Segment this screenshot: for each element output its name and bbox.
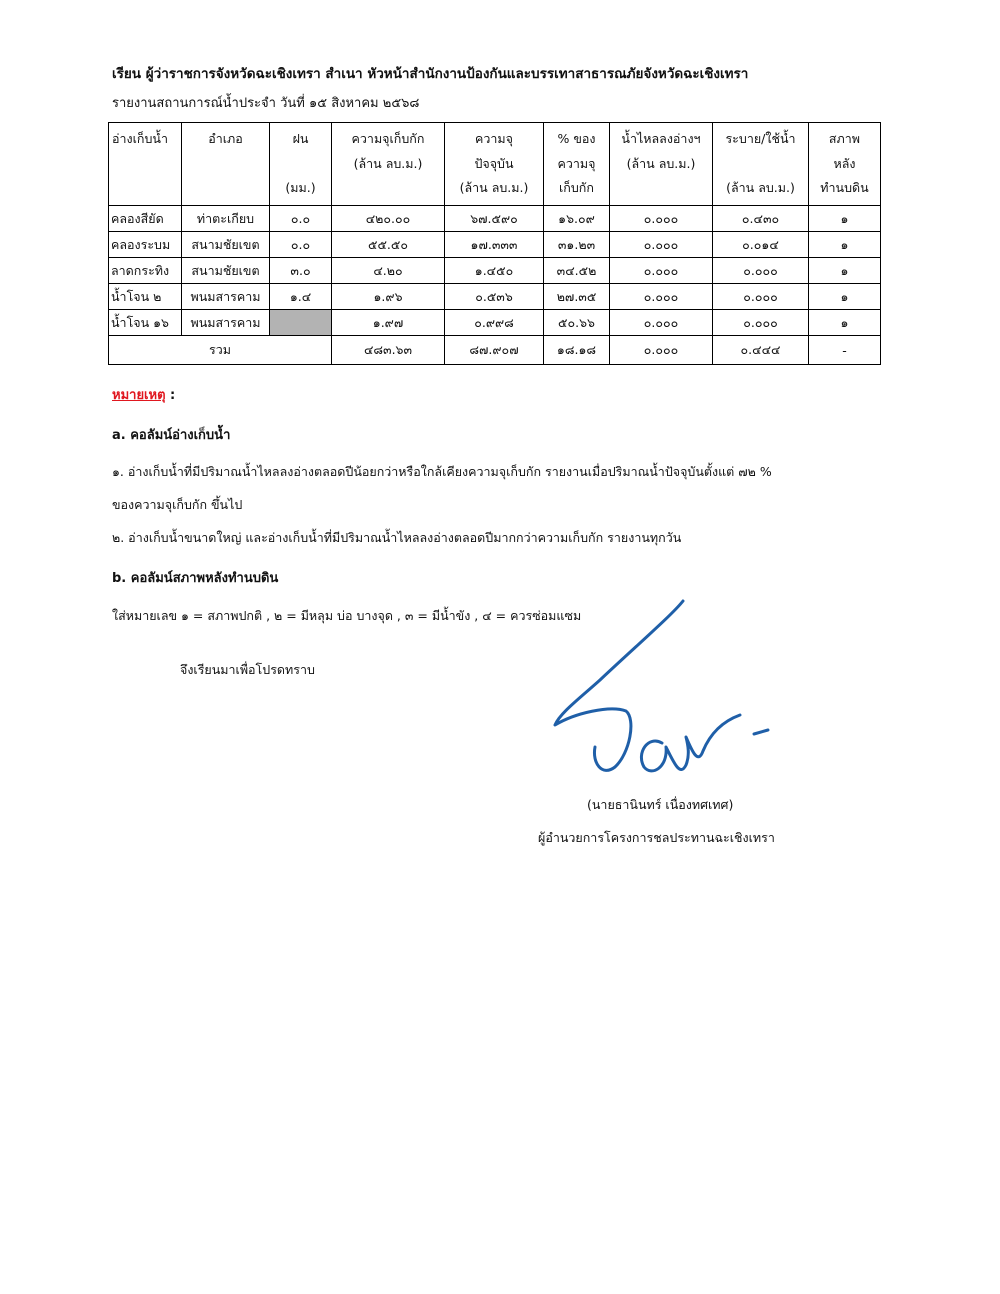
total-label: รวม — [109, 336, 332, 365]
total-current-volume: ๘๗.๙๐๗ — [445, 336, 544, 365]
notes-heading — [112, 384, 175, 405]
total-percent: ๑๘.๑๘ — [544, 336, 610, 365]
cell-capacity: ๕๕.๕๐ — [332, 232, 445, 258]
col-header-district: อำเภอ — [182, 123, 270, 206]
cell-current-volume: ๖๗.๕๙๐ — [445, 206, 544, 232]
col-header-inflow: น้ำไหลลงอ่างฯ (ล้าน ลบ.ม.) — [610, 123, 713, 206]
signer-position: ผู้อำนวยการโครงการชลประทานฉะเชิงเทรา — [538, 830, 775, 845]
cell-rain: ๐.๐ — [270, 206, 332, 232]
cell-dam-condition: ๑ — [809, 310, 881, 336]
cell-outflow: ๐.๐๑๔ — [713, 232, 809, 258]
col-header-outflow: ระบาย/ใช้น้ำ (ล้าน ลบ.ม.) — [713, 123, 809, 206]
total-inflow: ๐.๐๐๐ — [610, 336, 713, 365]
cell-capacity: ๑.๙๖ — [332, 284, 445, 310]
cell-current-volume: ๑.๔๕๐ — [445, 258, 544, 284]
table-total-row — [109, 336, 881, 365]
cell-dam-condition: ๑ — [809, 258, 881, 284]
total-capacity: ๔๘๓.๖๓ — [332, 336, 445, 365]
note-a1-line2: ของความจุเก็บกัก ขึ้นไป — [112, 497, 243, 512]
cell-capacity: ๑.๙๗ — [332, 310, 445, 336]
cell-district: พนมสารคาม — [182, 310, 270, 336]
notes-heading-label: หมายเหตุ — [112, 388, 166, 403]
table-row — [109, 232, 881, 258]
cell-dam-condition: ๑ — [809, 206, 881, 232]
cell-rain: ๑.๔ — [270, 284, 332, 310]
cell-capacity: ๔.๒๐ — [332, 258, 445, 284]
cell-percent: ๓๔.๕๒ — [544, 258, 610, 284]
note-b-legend: ใส่หมายเลข ๑ = สภาพปกติ , ๒ = มีหลุม บ่อ บางจุด , ๓ = มีน้ำขัง , ๔ = ควรซ่อมแซม — [112, 608, 582, 623]
table-row — [109, 258, 881, 284]
cell-capacity: ๔๒๐.๐๐ — [332, 206, 445, 232]
cell-inflow: ๐.๐๐๐ — [610, 206, 713, 232]
signer-name: (นายธานินทร์ เนื่องทศเทศ) — [587, 797, 734, 812]
report-date-line: รายงานสถานการณ์น้ำประจำ วันที่ ๑๕ สิงหาคม ๒๕๖๘ — [112, 96, 420, 111]
col-header-capacity: ความจุเก็บกัก (ล้าน ลบ.ม.) — [332, 123, 445, 206]
table-row — [109, 206, 881, 232]
cell-district: ท่าตะเกียบ — [182, 206, 270, 232]
cell-current-volume: ๐.๙๙๘ — [445, 310, 544, 336]
cell-current-volume: ๑๗.๓๓๓ — [445, 232, 544, 258]
cell-dam-condition: ๑ — [809, 232, 881, 258]
cell-reservoir: คลองสียัด — [109, 206, 182, 232]
notes-heading-colon: : — [165, 388, 176, 403]
section-b-title: b. คอลัมน์สภาพหลังทำนบดิน — [112, 571, 279, 586]
cell-reservoir: น้ำโจน ๒ — [109, 284, 182, 310]
cell-reservoir: ลาดกระทิง — [109, 258, 182, 284]
letter-recipient: เรียน ผู้ว่าราชการจังหวัดฉะเชิงเทรา สำเนา หัวหน้าสำนักงานป้องกันและบรรเทาสาธารณภัยจังหวัดฉะเชิงเทรา — [112, 66, 749, 82]
cell-dam-condition: ๑ — [809, 284, 881, 310]
table-row — [109, 310, 881, 336]
cell-district: สนามชัยเขต — [182, 232, 270, 258]
total-outflow: ๐.๔๔๔ — [713, 336, 809, 365]
cell-outflow: ๐.๐๐๐ — [713, 258, 809, 284]
note-a1-line1: ๑. อ่างเก็บน้ำที่มีปริมาณน้ำไหลลงอ่างตลอดปีน้อยกว่าหรือใกล้เคียงความจุเก็บกัก รายงานเมื่อปริมาณน้ำปัจจุบันตั้งแต่ ๗๒ % — [112, 464, 772, 479]
col-header-reservoir: อ่างเก็บน้ำ — [109, 123, 182, 206]
cell-percent: ๕๐.๖๖ — [544, 310, 610, 336]
total-dam-condition: - — [809, 336, 881, 365]
cell-district: สนามชัยเขต — [182, 258, 270, 284]
cell-outflow: ๐.๐๐๐ — [713, 310, 809, 336]
table-header-row — [109, 123, 881, 206]
cell-district: พนมสารคาม — [182, 284, 270, 310]
cell-reservoir: น้ำโจน ๑๖ — [109, 310, 182, 336]
cell-percent: ๓๑.๒๓ — [544, 232, 610, 258]
cell-reservoir: คลองระบม — [109, 232, 182, 258]
cell-current-volume: ๐.๕๓๖ — [445, 284, 544, 310]
cell-outflow: ๐.๐๐๐ — [713, 284, 809, 310]
section-a-title: a. คอลัมน์อ่างเก็บน้ำ — [112, 428, 231, 443]
cell-rain: ๐.๐ — [270, 232, 332, 258]
col-header-rain: ฝน (มม.) — [270, 123, 332, 206]
cell-outflow: ๐.๔๓๐ — [713, 206, 809, 232]
handwritten-signature — [540, 595, 790, 790]
reservoir-table — [108, 122, 881, 365]
cell-inflow: ๐.๐๐๐ — [610, 258, 713, 284]
col-header-dam-condition: สภาพ หลัง ทำนบดิน — [809, 123, 881, 206]
note-a2: ๒. อ่างเก็บน้ำขนาดใหญ่ และอ่างเก็บน้ำที่มีปริมาณน้ำไหลลงอ่างตลอดปีมากกว่าความเก็บกัก รายงานทุกวัน — [112, 530, 682, 545]
cell-percent: ๑๖.๐๙ — [544, 206, 610, 232]
cell-inflow: ๐.๐๐๐ — [610, 284, 713, 310]
cell-rain-no-data — [270, 310, 332, 336]
cell-percent: ๒๗.๓๕ — [544, 284, 610, 310]
cell-rain: ๓.๐ — [270, 258, 332, 284]
table-row — [109, 284, 881, 310]
cell-inflow: ๐.๐๐๐ — [610, 310, 713, 336]
cell-inflow: ๐.๐๐๐ — [610, 232, 713, 258]
col-header-percent: % ของ ความจุ เก็บกัก — [544, 123, 610, 206]
closing-text: จึงเรียนมาเพื่อโปรดทราบ — [180, 662, 315, 677]
col-header-current-volume: ความจุ ปัจจุบัน (ล้าน ลบ.ม.) — [445, 123, 544, 206]
